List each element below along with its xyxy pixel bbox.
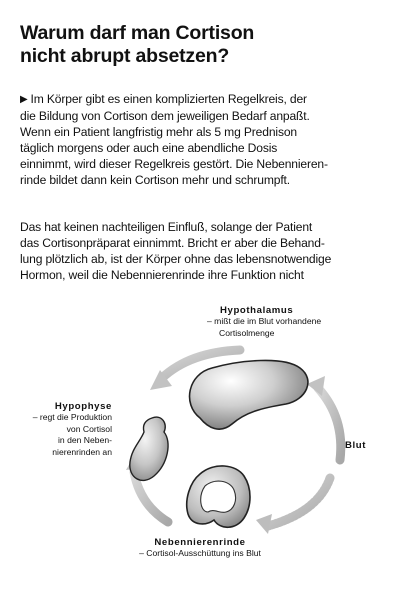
label-hypophyse-line: von Cortisol — [66, 423, 112, 434]
label-blut-title: Blut — [345, 440, 367, 451]
label-nebennierenrinde — [120, 537, 280, 560]
label-hypothalamus-title: Hypothalamus — [220, 305, 294, 316]
text-line: rinde bildet dann kein Cortison mehr und schrumpft. — [20, 173, 290, 187]
page-title — [20, 22, 390, 68]
bullet-arrow-icon: ▶ — [20, 94, 28, 105]
label-nebennierenrinde-title: Nebennierenrinde — [154, 537, 246, 548]
text-line: das Cortisonpräparat einnimmt. Bricht er aber die Behand- — [20, 236, 325, 250]
text-line: Das hat keinen nachteiligen Einfluß, solange der Patient — [20, 220, 313, 234]
label-hypothalamus-line: Cortisolmenge — [219, 327, 275, 338]
paragraph-1 — [20, 91, 392, 188]
nebennierenrinde-inner-icon — [201, 481, 236, 512]
text-line: Hormon, weil die Nebennierenrinde ihre Funktion nicht — [20, 268, 304, 282]
label-hypophyse-title: Hypophyse — [54, 401, 112, 412]
hypothalamus-organ-icon — [190, 360, 308, 429]
text-line-content: Im Körper gibt es einen komplizierten Regelkreis, der — [30, 92, 307, 106]
hypophyse-organ-icon — [130, 417, 168, 480]
text-line: täglich morgens oder auch eine abendliche Dosis — [20, 141, 278, 155]
label-hypothalamus — [207, 305, 321, 339]
paragraph-2 — [20, 219, 392, 283]
text-line: lung plötzlich ab, ist der Körper ohne das lebensnotwendige — [20, 252, 332, 266]
regelkreis-diagram — [0, 300, 405, 600]
label-hypophyse — [0, 401, 112, 458]
title-line-2: nicht abrupt absetzen? — [20, 45, 230, 67]
title-line-1: Warum darf man Cortison — [20, 22, 255, 44]
cycle-arrow-right-icon — [307, 376, 341, 460]
text-line — [20, 91, 392, 108]
label-blut — [345, 440, 366, 451]
label-hypophyse-line: in den Neben- — [58, 435, 112, 445]
text-line: einnimmt, wird dieser Regelkreis gestört. Die Nebennieren- — [20, 157, 328, 171]
cycle-arrow-bottom-icon — [256, 478, 330, 534]
text-line: die Bildung von Cortison dem jeweiligen Bedarf anpaßt. — [20, 109, 310, 123]
label-hypothalamus-line: – mißt die im Blut vorhandene — [207, 316, 322, 326]
label-hypophyse-line: nierenrinden an — [52, 446, 112, 457]
label-nebennierenrinde-line: – Cortisol-Ausschüttung ins Blut — [139, 548, 261, 558]
text-line: Wenn ein Patient langfristig mehr als 5 mg Prednison — [20, 125, 297, 139]
label-hypophyse-line: – regt die Produktion — [32, 412, 112, 422]
